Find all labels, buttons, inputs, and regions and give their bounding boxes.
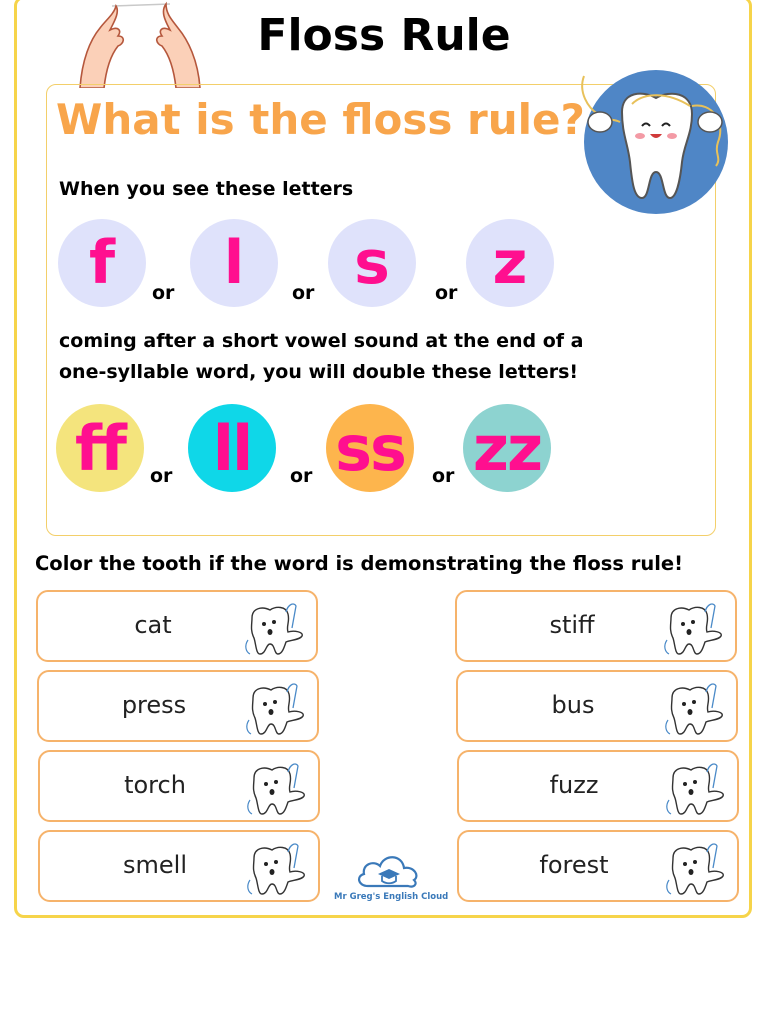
doubled-circle-ss [326,404,414,492]
or-connector: or [435,282,458,304]
word-card-forest[interactable] [457,830,739,902]
letter-f: f [88,228,116,298]
letter-z: z [492,228,528,298]
word-card-cat[interactable] [36,590,318,662]
word-card-press[interactable] [37,670,319,742]
word-label: cat [134,611,172,639]
activity-instruction: Color the tooth if the word is demonstrating the floss rule! [35,552,684,575]
tooth-icon[interactable] [243,678,307,738]
word-label: press [121,691,187,719]
brand-logo [334,848,449,908]
tooth-icon[interactable] [661,598,725,658]
or-connector: or [152,282,175,304]
letter-s: s [354,228,390,298]
letter-circle-f [58,219,146,307]
word-card-stiff[interactable] [455,590,737,662]
tooth-icon[interactable] [663,838,727,898]
or-connector: or [292,282,315,304]
or-connector: or [290,465,313,487]
word-label: torch [124,771,186,799]
cloud-graduation-cap-icon [334,848,444,892]
word-card-torch[interactable] [38,750,320,822]
word-card-fuzz[interactable] [457,750,739,822]
or-connector: or [432,465,455,487]
doubled-circle-zz [463,404,551,492]
word-card-bus[interactable] [456,670,738,742]
tooth-icon[interactable] [244,838,308,898]
brand-name: Mr Greg's English Cloud [334,892,449,902]
word-label: smell [123,851,187,879]
letter-circle-l [190,219,278,307]
rule-explanation-line1: coming after a short vowel sound at the end of a [59,330,584,352]
letter-l: l [223,228,245,298]
rule-explanation-line2: one-syllable word, you will double these letters! [59,361,579,383]
tooth-icon[interactable] [244,758,308,818]
rule-intro: When you see these letters [59,178,354,200]
doubled-ff: ff [75,411,125,485]
page-title: Floss Rule [257,10,511,61]
doubled-zz: zz [472,411,542,485]
tooth-icon[interactable] [662,678,726,738]
letter-circle-z [466,219,554,307]
word-card-smell[interactable] [38,830,320,902]
doubled-ss: ss [335,411,405,485]
doubled-circle-ff [56,404,144,492]
word-label: bus [551,691,595,719]
tooth-icon[interactable] [242,598,306,658]
word-label: fuzz [549,771,599,799]
rule-explanation [59,326,699,388]
tooth-icon[interactable] [663,758,727,818]
letter-circle-s [328,219,416,307]
or-connector: or [150,465,173,487]
rule-heading: What is the floss rule? [56,95,585,144]
doubled-circle-ll [188,404,276,492]
word-label: stiff [549,611,595,639]
word-label: forest [539,851,609,879]
doubled-ll: ll [212,411,252,485]
